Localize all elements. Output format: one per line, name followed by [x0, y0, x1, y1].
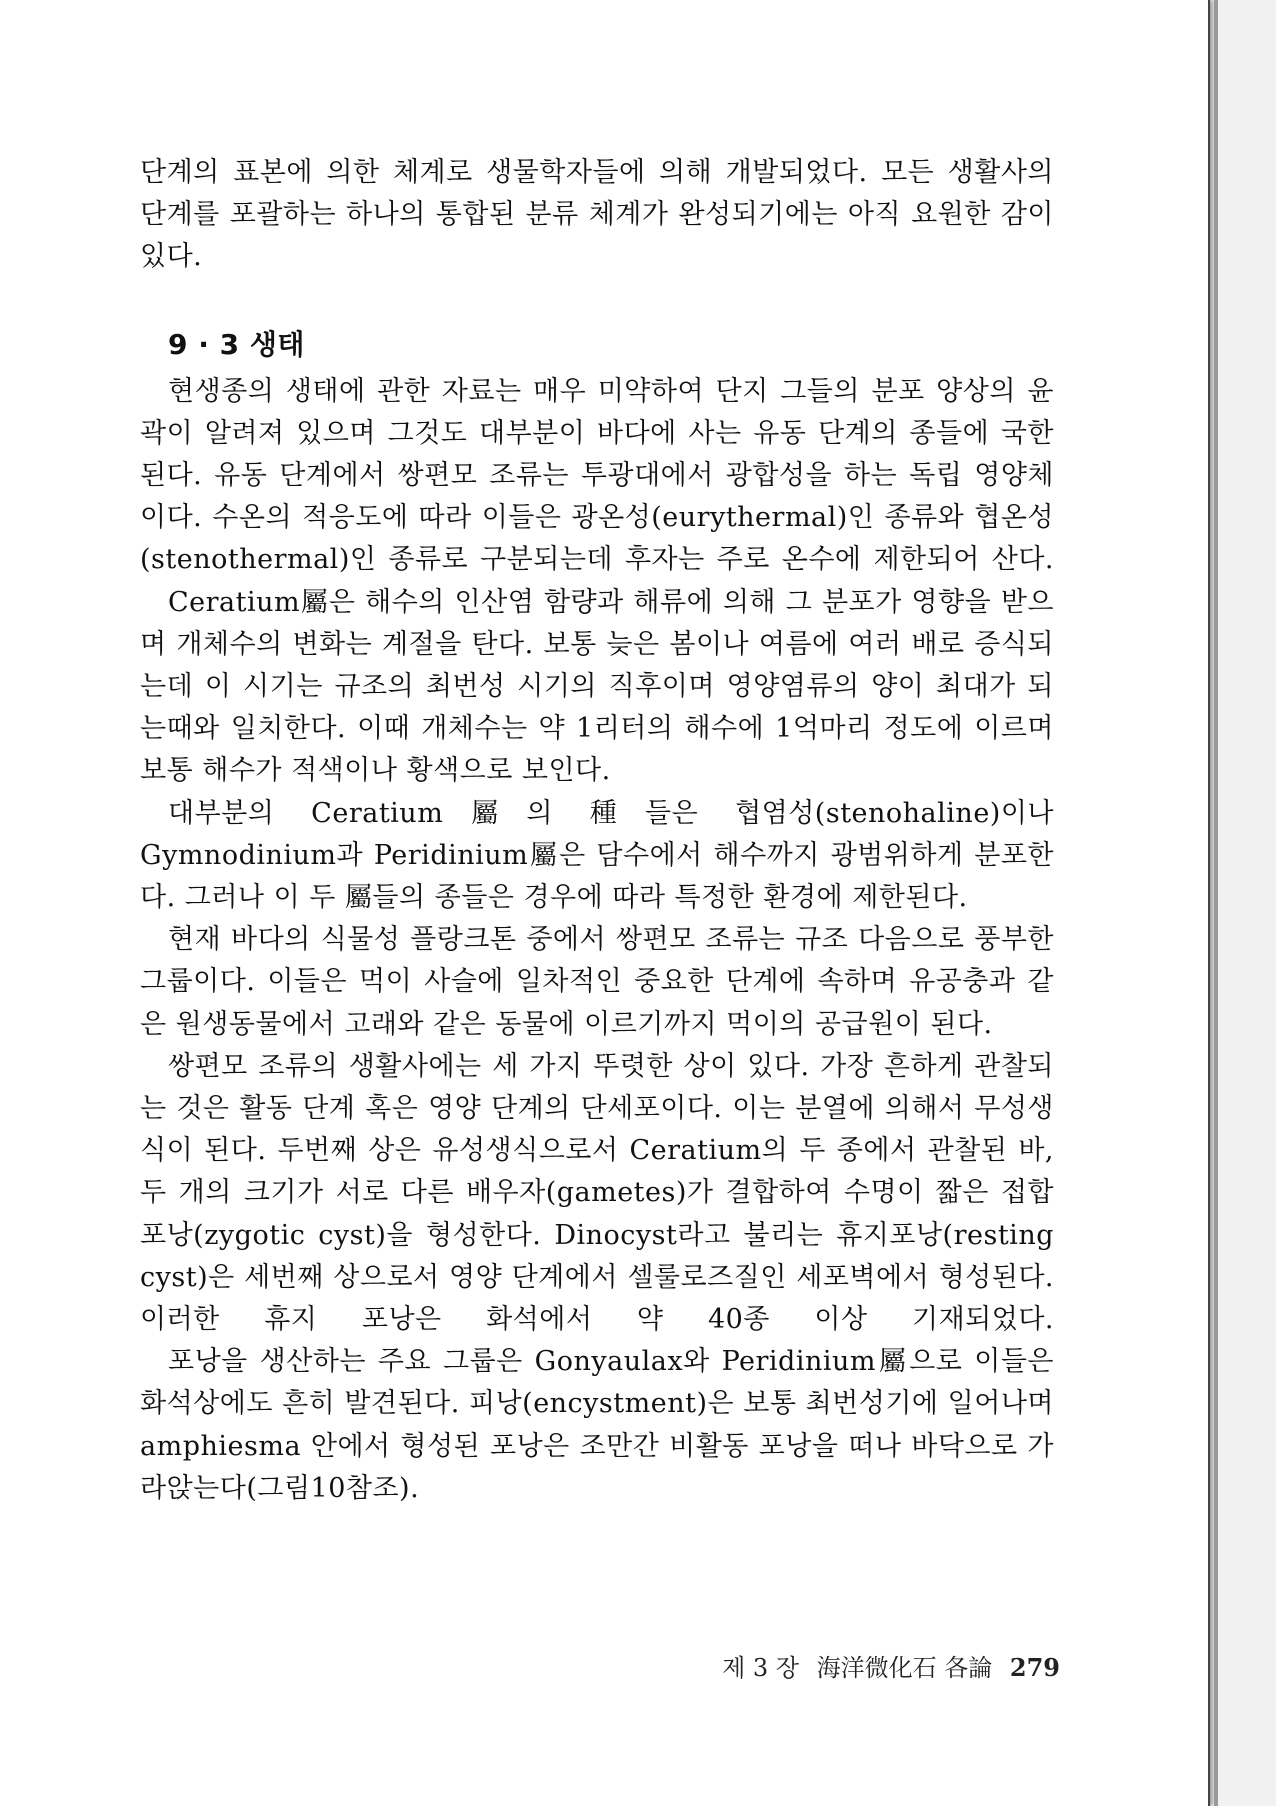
paragraph-salinity-tolerance: 대부분의 Ceratium屬의 種들은 협염성(stenohaline)이나 Gymnodinium과 Peridinium屬은 담수에서 해수까지 광범위하게 분포한다. 그러나 이 두 屬들의 종들은 경우에 따라 특정한 환경에 제한된다. — [140, 797, 1054, 914]
intro-paragraph: 단계의 표본에 의한 체계로 생물학자들에 의해 개발되었다. 모든 생활사의 단계를 포괄하는 하나의 통합된 분류 체계가 완성되기에는 아직 요원한 감이 있다. — [140, 157, 1054, 273]
page-edge-shadow — [1214, 0, 1218, 1806]
running-footer — [700, 1648, 1060, 1683]
paragraph-ecology-overview: 현생종의 생태에 관한 자료는 매우 미약하여 단지 그들의 분포 양상의 윤곽이 알려져 있으며 그것도 대부분이 바다에 사는 유동 단계의 종들에 국한된다. 유동 단계에서 쌍편모 조류는 투광대에서 광합성을 하는 독립 영양체이다. 수온의 적응도에 따라 이들은 광온성(eurythermal)인 종류와 협온성(stenothermal)인 종류로 구분되는데 후자는 주로 온수에 제한되어 산다. — [140, 375, 1054, 576]
paragraph-food-chain: 현재 바다의 식물성 플랑크톤 중에서 쌍편모 조류는 규조 다음으로 풍부한 그룹이다. 이들은 먹이 사슬에 일차적인 중요한 단계에 속하며 유공충과 같은 원생동물에서 고래와 같은 동물에 이르기까지 먹이의 공급원이 된다. — [140, 924, 1054, 1040]
paragraph-ceratium-distribution: Ceratium屬은 해수의 인산염 함량과 해류에 의해 그 분포가 영향을 받으며 개체수의 변화는 계절을 탄다. 보통 늦은 봄이나 여름에 여러 배로 증식되는데 이 시기는 규조의 최번성 시기의 직후이며 영양염류의 양이 최대가 되는때와 일치한다. 이때 개체수는 약 1리터의 해수에 1억마리 정도에 이르며 보통 해수가 적색이나 황색으로 보인다. — [140, 586, 1054, 787]
page-body — [140, 152, 1054, 1510]
paragraph-life-cycle: 쌍편모 조류의 생활사에는 세 가지 뚜렷한 상이 있다. 가장 흔하게 관찰되는 것은 활동 단계 혹은 영양 단계의 단세포이다. 이는 분열에 의해서 무성생식이 된다. 두번째 상은 유성생식으로서 Ceratium의 두 종에서 관찰된 바, 두 개의 크기가 서로 다른 배우자(gametes)가 결합하여 수명이 짧은 접합포낭(zygotic cyst)을 형성한다. Dinocyst라고 불리는 휴지포낭(resting cyst)은 세번째 상으로서 영양 단계에서 셀룰로즈질인 세포벽에서 형성된다. 이러한 휴지 포낭은 화석에서 약 40종 이상 기재되었다. — [140, 1050, 1054, 1336]
chapter-number: 제 3 장 — [722, 1654, 799, 1682]
page-number: 279 — [1009, 1653, 1060, 1682]
paragraph-cyst-groups: 포낭을 생산하는 주요 그룹은 Gonyaulax와 Peridinium屬으로 이들은 화석상에도 흔히 발견된다. 피낭(encystment)은 보통 최번성기에 일어나며 amphiesma 안에서 형성된 포낭은 조만간 비활동 포낭을 떠나 바닥으로 가라앉는다(그림10참조). — [140, 1346, 1054, 1504]
chapter-title: 海洋微化石 各論 — [816, 1654, 993, 1682]
section-heading: 9 · 3 생태 — [168, 327, 305, 361]
